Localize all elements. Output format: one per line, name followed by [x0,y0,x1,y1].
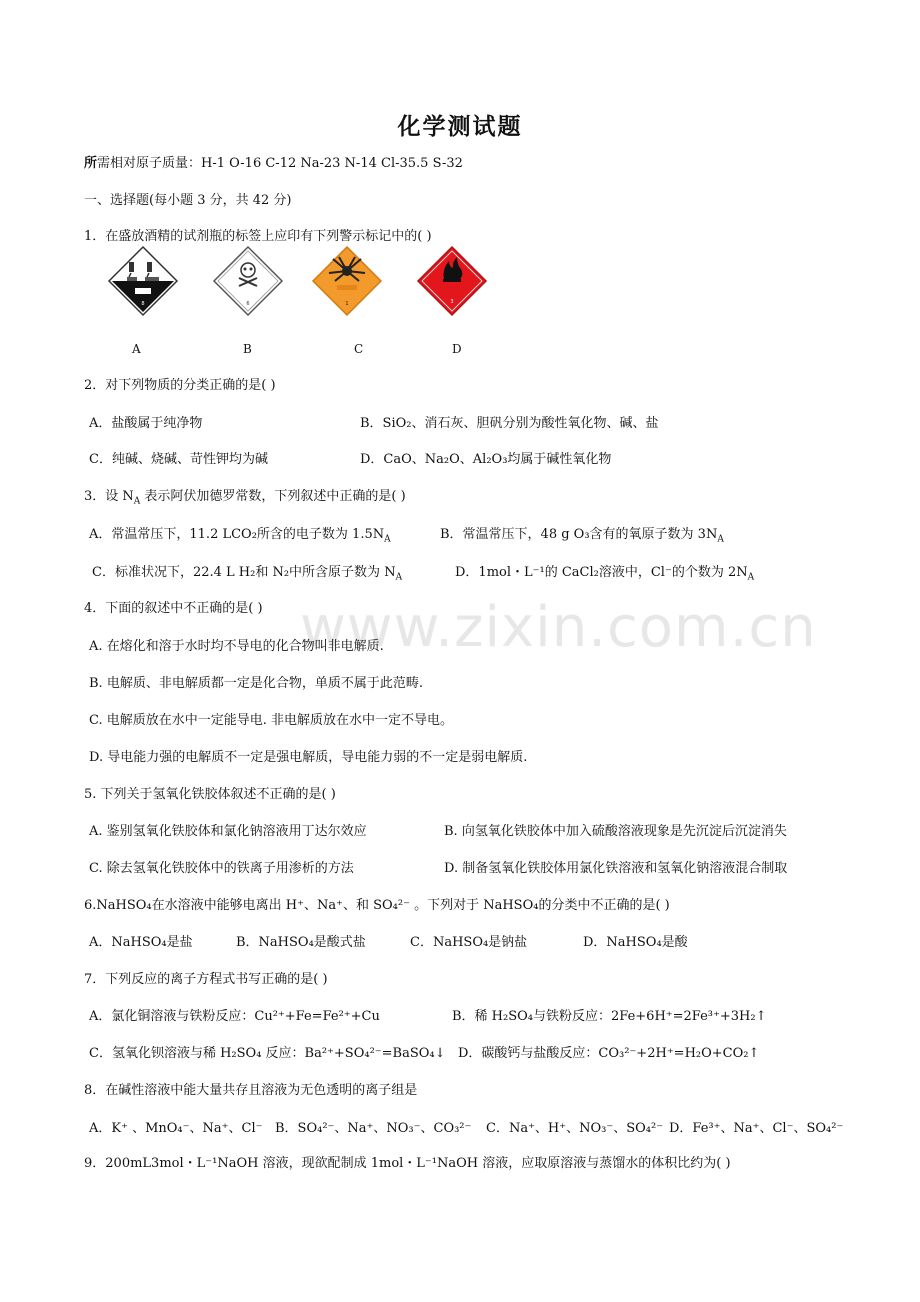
question-5-option-d: D. 制备氢氧化铁胶体用氯化铁溶液和氢氧化钠溶液混合制取 [444,861,788,876]
question-8-option-b: B．SO₄²⁻、Na⁺、NO₃⁻、CO₃²⁻ [275,1121,472,1136]
atomic-mass-text: 需相对原子质量：H-1 O-16 C-12 Na-23 N-14 Cl-35.5 S-32 [97,156,463,171]
question-9-stem: 9．200mL3mol・L⁻¹NaOH 溶液，现欲配制成 1mol・L⁻¹NaOH 溶液，应取原溶液与蒸馏水的体积比约为( ) [84,1156,731,1171]
question-2-stem: 2．对下列物质的分类正确的是( ) [84,378,276,393]
section-heading: 一、选择题(每小题 3 分，共 42 分) [84,193,292,208]
question-3-option-d: D．1mol・L⁻¹的 CaCl₂溶液中，Cl⁻的个数为 $2N_A$ [455,565,755,583]
question-6-option-c: C．NaHSO₄是钠盐 [410,935,528,950]
question-3-option-c: C．标准状况下，22.4 L H₂和 N₂中所含原子数为 $N_A$ [92,565,403,583]
option-c-label: C [354,342,364,356]
option-d-label: D [452,342,462,356]
watermark: www.zixin.com.cn [300,595,817,660]
flammable-sign-icon [416,245,488,317]
question-2-option-c: C．纯碱、烧碱、苛性钾均为碱 [89,452,268,467]
atomic-mass-line [84,156,463,172]
question-6-option-b: B．NaHSO₄是酸式盐 [236,935,366,950]
question-5-stem: 5. 下列关于氢氧化铁胶体叙述不正确的是( ) [84,787,336,802]
svg-text:3: 3 [450,299,454,305]
question-4-stem: 4．下面的叙述中不正确的是( ) [84,601,263,616]
question-7-option-d: D．碳酸钙与盐酸反应：CO₃²⁻+2H⁺=H₂O+CO₂↑ [458,1046,760,1061]
page-title: 化学测试题 [397,114,523,140]
question-4-option-a: A. 在熔化和溶于水时均不导电的化合物叫非电解质. [89,639,384,654]
question-1-stem: 1．在盛放酒精的试剂瓶的标签上应印有下列警示标记中的( ) [84,229,432,244]
toxic-sign-icon [212,245,284,317]
corrosive-sign-icon [107,245,179,317]
question-8-option-d: D．Fe³⁺、Na⁺、Cl⁻、SO₄²⁻ [669,1121,844,1136]
svg-text:1: 1 [345,301,349,307]
question-7-stem: 7．下列反应的离子方程式书写正确的是( ) [84,972,328,987]
question-7-option-b: B．稀 H₂SO₄与铁粉反应：2Fe+6H⁺=2Fe³⁺+3H₂↑ [452,1009,767,1024]
explosive-sign-icon [311,245,383,317]
question-8-option-a: A．K⁺ 、MnO₄⁻、Na⁺、Cl⁻ [89,1121,263,1136]
question-8-stem: 8．在碱性溶液中能大量共存且溶液为无色透明的离子组是 [84,1083,418,1098]
option-b-label: B [243,342,252,356]
question-4-option-c: C. 电解质放在水中一定能导电. 非电解质放在水中一定不导电。 [89,713,454,728]
option-a-label: A [132,342,141,356]
atomic-mass-prefix: 所 [84,156,98,171]
question-5-option-a: A. 鉴别氢氧化铁胶体和氯化钠溶液用丁达尔效应 [89,824,367,839]
question-3-option-a: A．常温常压下，11.2 LCO₂所含的电子数为 $1.5N_A$ [89,527,391,545]
question-2-option-a: A．盐酸属于纯净物 [89,416,203,431]
question-2-option-d: D．CaO、Na₂O、Al₂O₃均属于碱性氧化物 [360,452,612,467]
question-6-option-d: D．NaHSO₄是酸 [583,935,688,950]
svg-text:6: 6 [246,301,250,307]
question-3-option-b: B．常温常压下，48 g O₃含有的氧原子数为 $3N_A$ [440,527,724,545]
question-2-option-b: B．SiO₂、消石灰、胆矾分别为酸性氧化物、碱、盐 [360,416,659,431]
question-7-option-a: A．氯化铜溶液与铁粉反应：Cu²⁺+Fe=Fe²⁺+Cu [89,1009,380,1024]
question-5-option-b: B. 向氢氧化铁胶体中加入硫酸溶液现象是先沉淀后沉淀消失 [444,824,787,839]
question-6-stem: 6.NaHSO₄在水溶液中能够电离出 H⁺、Na⁺、和 SO₄²⁻ 。下列对于 NaHSO₄的分类中不正确的是( ) [84,898,670,913]
svg-text:8: 8 [141,301,145,307]
question-3-stem: 3．设 $N_A$ 表示阿伏加德罗常数，下列叙述中正确的是( ) [84,489,406,507]
question-8-option-c: C．Na⁺、H⁺、NO₃⁻、SO₄²⁻ [486,1121,664,1136]
question-6-option-a: A．NaHSO₄是盐 [89,935,193,950]
question-4-option-d: D. 导电能力强的电解质不一定是强电解质，导电能力弱的不一定是弱电解质. [89,750,528,765]
question-5-option-c: C. 除去氢氧化铁胶体中的铁离子用渗析的方法 [89,861,354,876]
question-7-option-c: C．氢氧化钡溶液与稀 H₂SO₄ 反应：Ba²⁺+SO₄²⁻=BaSO₄↓ [89,1046,446,1061]
question-4-option-b: B. 电解质、非电解质都一定是化合物，单质不属于此范畴. [89,676,423,691]
